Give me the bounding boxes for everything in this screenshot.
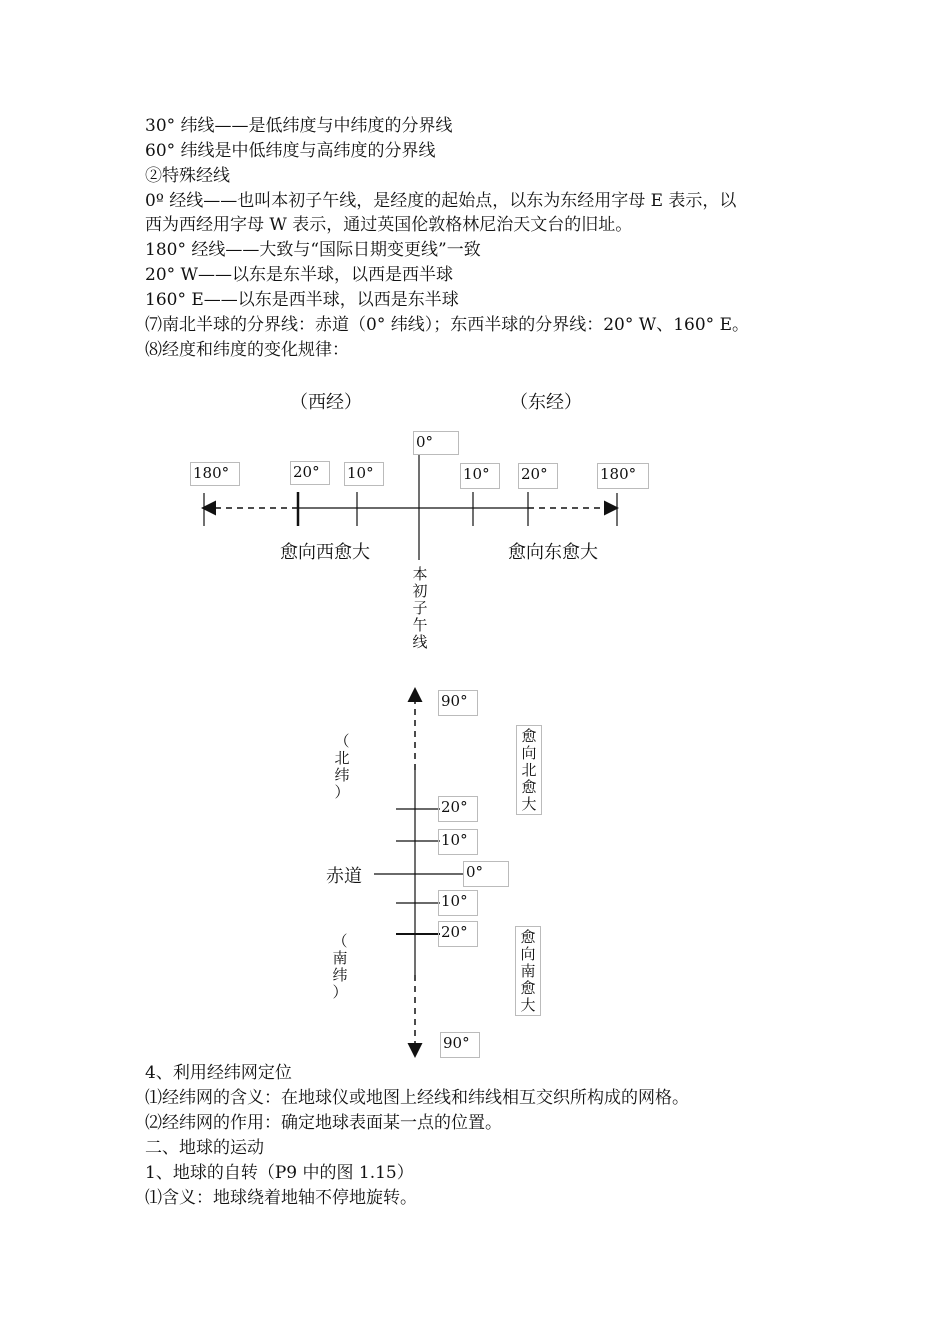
north-trend-char: 愈 <box>521 727 537 745</box>
south-trend-char: 南 <box>520 962 536 980</box>
label-s90: 90° <box>440 1032 480 1058</box>
label-w180: 180° <box>190 462 240 486</box>
south-latitude-char: 纬 <box>332 966 348 984</box>
east-trend-label: 愈向东愈大 <box>508 542 598 563</box>
text-line-change-rules: ⑻经度和纬度的变化规律： <box>145 340 349 360</box>
south-latitude-char: ） <box>332 983 348 1001</box>
label-w10: 10° <box>344 462 384 486</box>
label-0-longitude: 0° <box>413 431 459 455</box>
label-e10: 10° <box>460 463 500 489</box>
north-trend-char: 愈 <box>521 778 537 796</box>
label-s10: 10° <box>438 890 478 916</box>
text-line-grid-function: ⑵经纬网的作用：确定地球表面某一点的位置。 <box>145 1113 502 1133</box>
north-latitude-char: （ <box>334 732 350 750</box>
text-line-grid-meaning: ⑴经纬网的含义：在地球仪或地图上经线和纬线相互交织所构成的网格。 <box>145 1088 689 1108</box>
west-longitude-label: （西经） <box>290 392 362 413</box>
south-trend-char: 愈 <box>520 979 536 997</box>
text-line-section-4: 4、利用经纬网定位 <box>145 1063 292 1083</box>
text-line-earth-motion: 二、地球的运动 <box>145 1138 264 1158</box>
north-trend-char: 大 <box>521 795 537 813</box>
label-0-latitude: 0° <box>463 861 509 887</box>
label-e20: 20° <box>518 463 558 489</box>
south-trend-char: 愈 <box>520 928 536 946</box>
label-w20: 20° <box>290 461 330 485</box>
text-line-20w: 20° W——以东是东半球，以西是西半球 <box>145 265 454 285</box>
label-n90: 90° <box>438 690 478 716</box>
label-n10: 10° <box>438 829 478 855</box>
text-line-rotation-meaning: ⑴含义：地球绕着地轴不停地旋转。 <box>145 1188 417 1208</box>
north-trend-box <box>516 725 542 815</box>
text-line-prime-meridian: 0º 经线——也叫本初子午线，是经度的起始点，以东为东经用字母 E 表示，以 <box>145 191 737 211</box>
prime-meridian-char: 初 <box>412 582 428 600</box>
north-trend-char: 向 <box>521 744 537 762</box>
prime-meridian-char: 子 <box>412 599 428 617</box>
text-line-30-latitude: 30° 纬线——是低纬度与中纬度的分界线 <box>145 116 453 136</box>
east-longitude-label: （东经） <box>510 392 582 413</box>
south-latitude-char: 南 <box>332 949 348 967</box>
equator-label: 赤道 <box>326 866 362 887</box>
south-trend-char: 大 <box>520 996 536 1014</box>
prime-meridian-label <box>410 566 430 651</box>
text-line-60-latitude: 60° 纬线是中低纬度与高纬度的分界线 <box>145 141 436 161</box>
text-line-prime-meridian-cont: 西为西经用字母 W 表示，通过英国伦敦格林尼治天文台的旧址。 <box>145 215 633 235</box>
south-latitude-label <box>330 933 350 1001</box>
label-s20: 20° <box>438 921 478 947</box>
text-line-180-meridian: 180° 经线——大致与“国际日期变更线”一致 <box>145 240 481 260</box>
north-latitude-char: 纬 <box>334 766 350 784</box>
north-latitude-char: 北 <box>334 749 350 767</box>
label-n20: 20° <box>438 796 478 822</box>
south-latitude-char: （ <box>332 932 348 950</box>
prime-meridian-char: 午 <box>412 616 428 634</box>
label-e180: 180° <box>597 463 649 489</box>
text-line-rotation: 1、地球的自转（P9 中的图 1.15） <box>145 1163 414 1183</box>
text-line-160e: 160° E——以东是西半球，以西是东半球 <box>145 290 459 310</box>
prime-meridian-char: 本 <box>412 565 428 583</box>
text-line-special-meridian: ②特殊经线 <box>145 166 230 186</box>
north-latitude-label <box>332 733 352 801</box>
south-trend-char: 向 <box>520 945 536 963</box>
prime-meridian-char: 线 <box>412 633 428 651</box>
text-line-hemisphere-boundaries: ⑺南北半球的分界线：赤道（0° 纬线）；东西半球的分界线：20° W、160° E。 <box>145 315 749 335</box>
north-trend-char: 北 <box>521 761 537 779</box>
north-latitude-char: ） <box>334 783 350 801</box>
south-trend-box <box>515 926 541 1016</box>
west-trend-label: 愈向西愈大 <box>280 542 370 563</box>
